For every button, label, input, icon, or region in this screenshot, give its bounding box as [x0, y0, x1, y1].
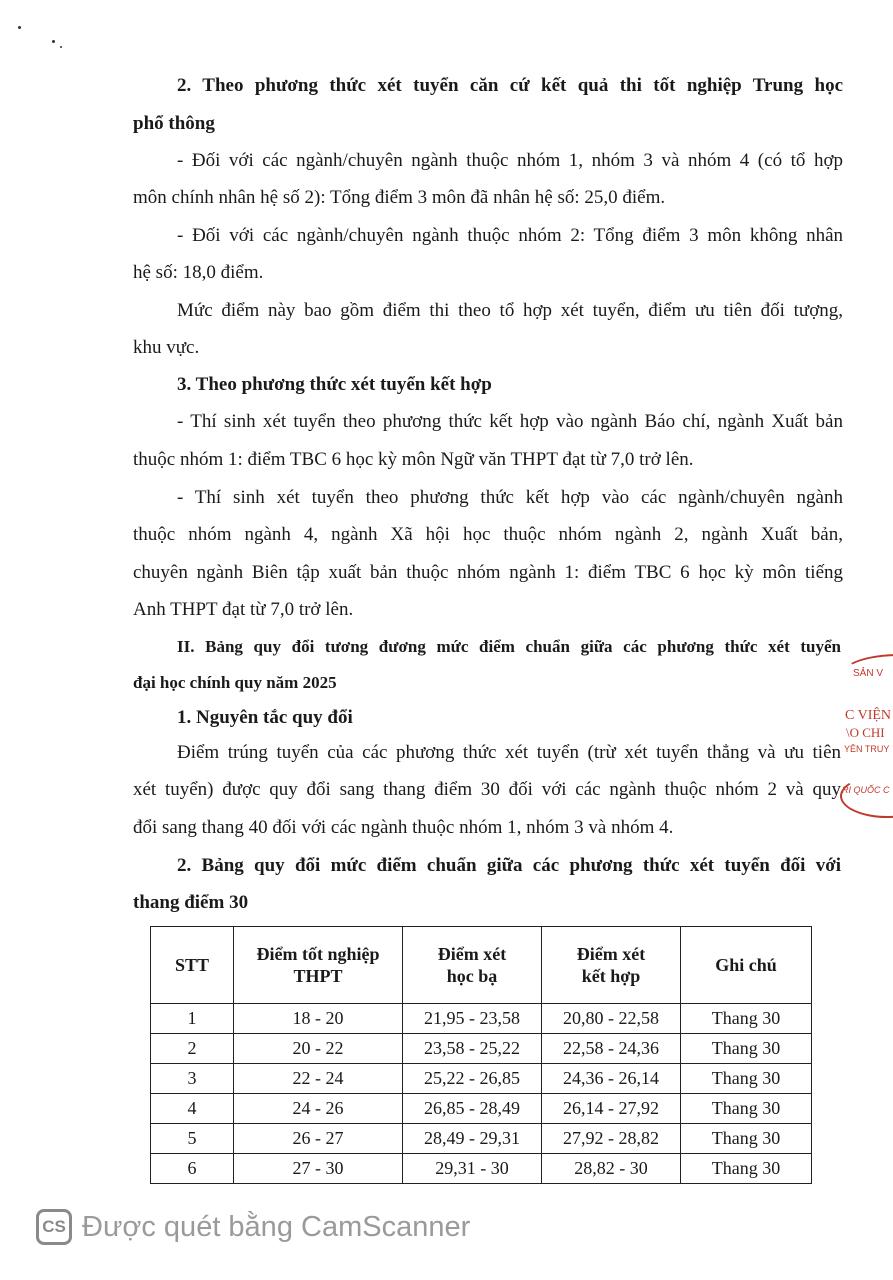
cell-hocba: 28,49 - 29,31 [403, 1124, 542, 1154]
cell-ghichu: Thang 30 [681, 1034, 812, 1064]
cell-ghichu: Thang 30 [681, 1004, 812, 1034]
cell-stt: 6 [151, 1154, 234, 1184]
stamp-text: RI QUỐC C [842, 785, 890, 795]
cell-thpt: 20 - 22 [234, 1034, 403, 1064]
cell-stt: 5 [151, 1124, 234, 1154]
partII-sub2-heading-line1: 2. Bảng quy đổi mức điểm chuẩn giữa các phương thức xét tuyển đối với [177, 855, 841, 876]
section2-note-line1: Mức điểm này bao gồm điểm thi theo tổ hợp xét tuyển, điểm ưu tiên đối tượng, [177, 300, 843, 321]
section3-bullet1-line2: thuộc nhóm 1: điểm TBC 6 học kỳ môn Ngữ văn THPT đạt từ 7,0 trở lên. [133, 449, 694, 470]
stamp-text: SẢN V [853, 668, 884, 679]
cell-hocba: 25,22 - 26,85 [403, 1064, 542, 1094]
cell-hocba: 23,58 - 25,22 [403, 1034, 542, 1064]
cell-stt: 2 [151, 1034, 234, 1064]
scan-speck [18, 26, 21, 29]
cell-kethop: 20,80 - 22,58 [542, 1004, 681, 1034]
stamp-ring [840, 774, 893, 818]
score-conversion-table [150, 926, 812, 1184]
stamp-text: \O CHI [846, 725, 885, 740]
partII-sub1-line1: Điểm trúng tuyển của các phương thức xét tuyển (trừ xét tuyển thẳng và ưu tiên [177, 742, 841, 763]
partII-sub2-heading-line2: thang điểm 30 [133, 892, 249, 913]
section3-heading: 3. Theo phương thức xét tuyển kết hợp [177, 374, 492, 395]
cell-thpt: 26 - 27 [234, 1124, 403, 1154]
camscanner-logo-icon: CS [36, 1209, 72, 1245]
cell-ghichu: Thang 30 [681, 1094, 812, 1124]
cell-stt: 1 [151, 1004, 234, 1034]
cell-ghichu: Thang 30 [681, 1064, 812, 1094]
scan-speck [60, 46, 62, 48]
table-row [151, 1094, 812, 1124]
partII-heading-line1: II. Bảng quy đổi tương đương mức điểm chuẩn giữa các phương thức xét tuyển [177, 637, 841, 656]
section3-bullet2-line4: Anh THPT đạt từ 7,0 trở lên. [133, 599, 354, 620]
partII-heading-line2: đại học chính quy năm 2025 [133, 673, 337, 692]
cell-stt: 3 [151, 1064, 234, 1094]
cell-thpt: 27 - 30 [234, 1154, 403, 1184]
section3-bullet2-line3: chuyên ngành Biên tập xuất bản thuộc nhóm ngành 1: điểm TBC 6 học kỳ môn tiếng [133, 562, 843, 583]
partII-sub1-line2: xét tuyển) được quy đổi sang thang điểm 30 đối với các ngành thuộc nhóm 2 và quy [133, 779, 841, 800]
section2-heading-line2: phổ thông [133, 113, 215, 134]
cell-kethop: 27,92 - 28,82 [542, 1124, 681, 1154]
stamp-text: YÊN TRUY [844, 744, 890, 754]
cell-thpt: 22 - 24 [234, 1064, 403, 1094]
section2-bullet1-line2: môn chính nhân hệ số 2): Tổng điểm 3 môn đã nhân hệ số: 25,0 điểm. [133, 187, 666, 208]
section3-bullet2-line1: - Thí sinh xét tuyển theo phương thức kết hợp vào các ngành/chuyên ngành [177, 487, 843, 508]
section2-heading-line1: 2. Theo phương thức xét tuyển căn cứ kết quả thi tốt nghiệp Trung học [177, 75, 843, 96]
scan-speck [52, 40, 55, 43]
table-row [151, 1154, 812, 1184]
section3-bullet1-line1: - Thí sinh xét tuyển theo phương thức kết hợp vào ngành Báo chí, ngành Xuất bản [177, 411, 843, 432]
cell-ghichu: Thang 30 [681, 1154, 812, 1184]
header-thpt: Điểm tốt nghiệp THPT [234, 927, 403, 1004]
section2-bullet1-line1: - Đối với các ngành/chuyên ngành thuộc nhóm 1, nhóm 3 và nhóm 4 (có tổ hợp [177, 150, 843, 171]
partII-sub1-line3: đổi sang thang 40 đối với các ngành thuộc nhóm 1, nhóm 3 và nhóm 4. [133, 817, 674, 838]
cell-kethop: 24,36 - 26,14 [542, 1064, 681, 1094]
camscanner-footer-text: Được quét bằng CamScanner [82, 1210, 471, 1243]
cell-kethop: 28,82 - 30 [542, 1154, 681, 1184]
cell-hocba: 21,95 - 23,58 [403, 1004, 542, 1034]
table-header-row [151, 927, 812, 1004]
cell-ghichu: Thang 30 [681, 1124, 812, 1154]
section3-bullet2-line2: thuộc nhóm ngành 4, ngành Xã hội học thuộc nhóm ngành 2, ngành Xuất bản, [133, 524, 843, 545]
section2-bullet2-line2: hệ số: 18,0 điểm. [133, 262, 264, 283]
cell-thpt: 24 - 26 [234, 1094, 403, 1124]
cell-hocba: 26,85 - 28,49 [403, 1094, 542, 1124]
cell-hocba: 29,31 - 30 [403, 1154, 542, 1184]
header-kethop: Điểm xét kết hợp [542, 927, 681, 1004]
table-row [151, 1034, 812, 1064]
table-row [151, 1004, 812, 1034]
section2-bullet2-line1: - Đối với các ngành/chuyên ngành thuộc nhóm 2: Tổng điểm 3 môn không nhân [177, 225, 843, 246]
cell-thpt: 18 - 20 [234, 1004, 403, 1034]
cell-kethop: 22,58 - 24,36 [542, 1034, 681, 1064]
table-row [151, 1124, 812, 1154]
cell-stt: 4 [151, 1094, 234, 1124]
camscanner-footer [36, 1209, 470, 1245]
header-hocba: Điểm xét học bạ [403, 927, 542, 1004]
header-stt: STT [151, 927, 234, 1004]
table-row [151, 1064, 812, 1094]
cell-kethop: 26,14 - 27,92 [542, 1094, 681, 1124]
partII-sub1-heading: 1. Nguyên tắc quy đổi [177, 707, 353, 728]
section2-note-line2: khu vực. [133, 337, 200, 358]
header-ghichu: Ghi chú [681, 927, 812, 1004]
stamp-text: C VIỆN [845, 708, 892, 723]
